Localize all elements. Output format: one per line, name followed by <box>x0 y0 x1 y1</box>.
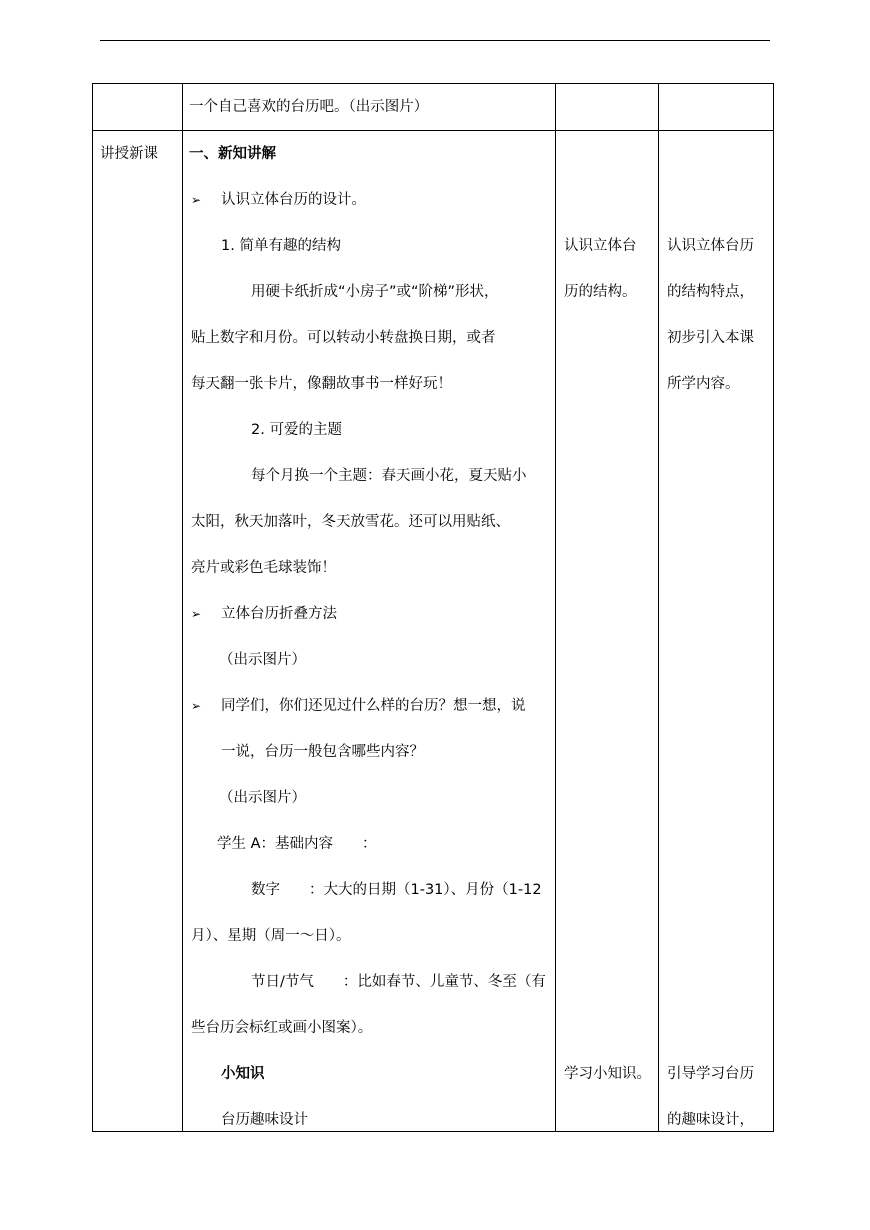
item1-title: 1. 简单有趣的结构 <box>221 238 341 254</box>
table-row <box>93 131 774 1132</box>
item1-para-line1: 用硬卡纸折成“小房子”或“阶梯”形状， <box>251 284 499 300</box>
item1-para-line2: 贴上数字和月份。可以转动小转盘换日期，或者 <box>191 330 496 346</box>
item2-para-line1: 每个月换一个主题：春天画小花，夏天贴小 <box>251 468 527 484</box>
bullet-arrow-icon: ➢ <box>191 193 202 207</box>
lesson-plan-table <box>92 83 774 1132</box>
design-intent-a-line1: 认识立体台历 <box>667 238 754 254</box>
bullet-text-3-line1: 同学们，你们还见过什么样的台历？想一想，说 <box>221 698 526 714</box>
stage-label: 讲授新课 <box>100 146 158 162</box>
section-title: 一、新知讲解 <box>189 146 276 162</box>
student-activity-a-line1: 认识立体台 <box>564 238 637 254</box>
stage-cell <box>93 131 183 1132</box>
design-intent-cell <box>659 131 774 1132</box>
bullet-arrow-icon: ➢ <box>191 699 202 713</box>
teaching-content-cell <box>183 131 556 1132</box>
design-intent-b-line1: 引导学习台历 <box>667 1066 754 1082</box>
student-activity-a-line2: 历的结构。 <box>564 284 637 300</box>
student-activity-b-line1: 学习小知识。 <box>564 1066 651 1082</box>
student-activity-cell-empty <box>556 84 659 131</box>
table-row <box>93 84 774 131</box>
bullet-text-1: 认识立体台历的设计。 <box>221 192 366 208</box>
knowledge-title: 小知识 <box>221 1066 265 1082</box>
page-header-rule <box>100 40 770 41</box>
design-intent-cell-empty <box>659 84 774 131</box>
bullet-arrow-icon: ➢ <box>191 607 202 621</box>
continued-text: 一个自己喜欢的台历吧。（出示图片） <box>189 99 429 115</box>
digits-line2: 月）、星期（周一～日）。 <box>191 928 351 944</box>
design-intent-a-line2: 的结构特点， <box>667 284 754 300</box>
holiday-line1: 节日/节气 ：比如春节、儿童节、冬至（有 <box>251 974 546 990</box>
student-a-line: 学生 A：基础内容 ： <box>217 836 377 852</box>
show-picture-note-1: （出示图片） <box>219 652 306 668</box>
show-picture-note-2: （出示图片） <box>219 790 306 806</box>
stage-cell-empty <box>93 84 183 131</box>
design-intent-a-line3: 初步引入本课 <box>667 330 754 346</box>
design-intent-b-line2: 的趣味设计， <box>667 1112 754 1128</box>
design-intent-a-line4: 所学内容。 <box>667 376 740 392</box>
knowledge-subtitle: 台历趣味设计 <box>221 1112 308 1128</box>
bullet-text-2: 立体台历折叠方法 <box>221 606 337 622</box>
item2-title: 2. 可爱的主题 <box>251 422 342 438</box>
student-activity-cell <box>556 131 659 1132</box>
digits-line1: 数字 ：大大的日期（1-31）、月份（1-12 <box>251 882 542 898</box>
bullet-text-3-line2: 一说，台历一般包含哪些内容？ <box>221 744 424 760</box>
item1-para-line3: 每天翻一张卡片，像翻故事书一样好玩！ <box>191 376 452 392</box>
item2-para-line2: 太阳，秋天加落叶，冬天放雪花。还可以用贴纸、 <box>191 514 510 530</box>
item2-para-line3: 亮片或彩色毛球装饰！ <box>191 560 336 576</box>
holiday-line2: 些台历会标红或画小图案）。 <box>191 1020 373 1036</box>
content-cell-continued <box>183 84 556 131</box>
